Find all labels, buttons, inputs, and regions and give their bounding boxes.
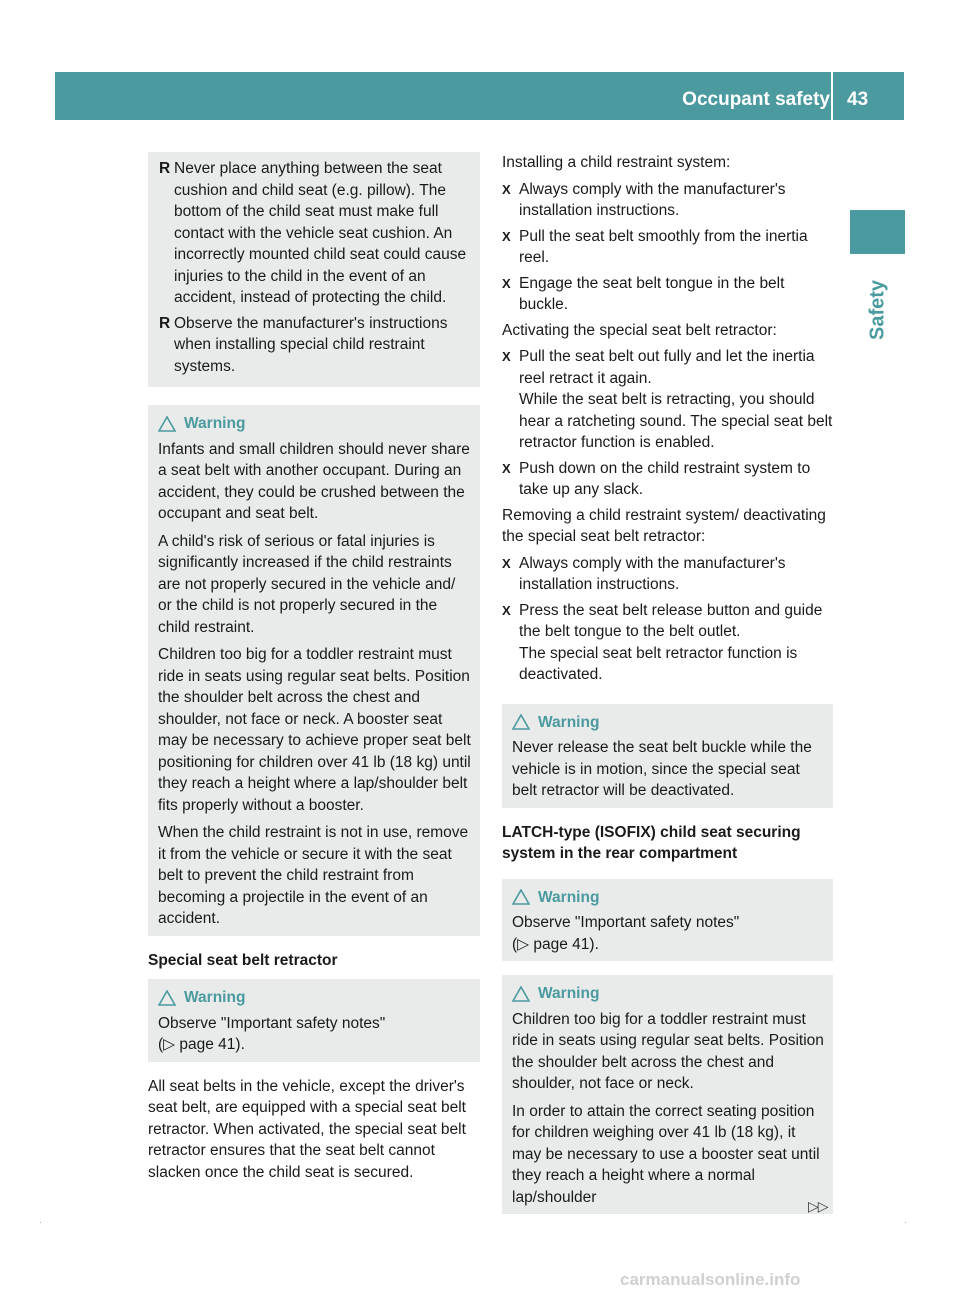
warning-heading — [158, 413, 472, 435]
step-text: Engage the seat belt tongue in the belt buckle. — [519, 274, 785, 313]
intro-text: Activating the special seat belt retractor: — [502, 321, 777, 339]
warning-paragraph: A child's risk of serious or fatal injuries is significantly increased if the child restraints are not properly secured in the vehicle and/ or the child is not properly secured in the child restraint. — [158, 532, 456, 636]
left-column — [148, 152, 480, 1189]
warning-title: Warning — [538, 888, 600, 906]
warning-triangle-icon — [158, 990, 176, 1006]
warning-box — [502, 704, 833, 808]
intro-text: Removing a child restraint system/ deactivating the special seat belt retractor: — [502, 506, 826, 545]
bullet-mark: R — [159, 314, 171, 332]
warning-title: Warning — [538, 713, 600, 731]
bullet-mark: R — [159, 160, 171, 177]
step-text: Push down on the child restraint system to take up any slack. — [519, 459, 811, 498]
step-mark: X — [502, 228, 511, 244]
step-text: Press the seat belt release button and guide the belt tongue to the belt outlet. — [519, 601, 823, 640]
crop-mark — [905, 1222, 906, 1223]
list-item — [502, 179, 833, 222]
side-tab-label: Safety — [866, 279, 889, 340]
step-mark: X — [502, 460, 511, 476]
section-title: Occupant safety — [682, 89, 830, 110]
warning-triangle-icon — [512, 986, 530, 1002]
step-mark: X — [502, 181, 511, 197]
step-mark: X — [502, 349, 511, 364]
warning-box — [502, 975, 833, 1214]
crop-mark — [40, 1222, 41, 1223]
list-item — [502, 346, 833, 454]
list-item-text: Observe the manufacturer's instructions when installing special child restraint systems. — [174, 314, 448, 375]
warning-text: Never release the seat belt buckle while the vehicle is in motion, since the special seat belt retractor will be deactivated. — [512, 739, 812, 799]
warning-box — [502, 879, 833, 962]
warning-text: Observe "Important safety notes" — [158, 1014, 386, 1032]
warning-box — [148, 405, 480, 936]
section-heading: Special seat belt retractor — [148, 951, 338, 969]
footer-watermark: carmanualsonline.info — [620, 1270, 801, 1289]
step-result: The special seat belt retractor function is deactivated. — [519, 644, 798, 683]
step-text: Pull the seat belt smoothly from the inertia reel. — [519, 227, 808, 266]
section-heading: LATCH-type (ISOFIX) child seat securing system in the rear compartment — [502, 823, 801, 862]
list-item — [502, 273, 833, 316]
warning-title: Warning — [184, 415, 246, 432]
warning-paragraph: When the child restraint is not in use, remove it from the vehicle or secure it with the seat belt to prevent the child restraint from becoming a projectile in the event of an accident. — [158, 824, 469, 927]
warning-heading — [512, 712, 825, 734]
warning-paragraph: Children too big for a toddler restraint must ride in seats using regular seat belts. Position the shoulder belt across the chest and shoulder, not face or neck. — [512, 1010, 824, 1092]
warning-title: Warning — [538, 985, 600, 1002]
step-mark: X — [502, 555, 511, 571]
warning-title: Warning — [184, 989, 246, 1006]
side-tab-marker — [850, 210, 905, 254]
notes-box — [148, 152, 480, 387]
warning-paragraph: Children too big for a toddler restraint must ride in seats using regular seat belts. Position the shoulder belt across the chest and shoulder, not face or neck. A booster seat may be necessary to achieve proper seat belt positioning for children over 41 lb (18 kg) until they reach a height where a lap/shoulder belt fits properly without a booster. — [158, 646, 471, 814]
warning-box — [148, 979, 480, 1062]
continued-arrow-icon: ▷▷ — [808, 1198, 828, 1214]
warning-paragraph: Infants and small children should never share a seat belt with another occupant. During an accident, they could be crushed between the occupant and seat belt. — [158, 440, 470, 522]
list-item — [502, 553, 833, 596]
list-item — [502, 600, 833, 686]
warning-paragraph: In order to attain the correct seating position for children weighing over 41 lb (18 kg), it may be necessary to use a booster seat until they reach a height where a normal lap/shoulder — [512, 1102, 820, 1206]
warning-heading — [158, 987, 472, 1009]
intro-text: Installing a child restraint system: — [502, 154, 731, 171]
warning-triangle-icon — [158, 416, 176, 432]
right-column — [502, 152, 833, 1228]
list-item — [158, 313, 472, 378]
warning-triangle-icon — [512, 714, 530, 730]
body-paragraph: All seat belts in the vehicle, except the driver's seat belt, are equipped with a special seat belt retractor. When activated, the special seat belt retractor ensures that the seat belt cannot slacken once the child seat is secured. — [148, 1077, 466, 1181]
page-reference: (▷ page 41). — [158, 1036, 245, 1053]
step-text: Always comply with the manufacturer's installation instructions. — [519, 180, 786, 219]
step-text: Always comply with the manufacturer's installation instructions. — [519, 554, 786, 593]
list-item — [502, 458, 833, 501]
warning-heading — [512, 983, 825, 1005]
step-mark: X — [502, 602, 511, 618]
page-reference: (▷ page 41). — [512, 935, 599, 953]
step-text: Pull the seat belt out fully and let the inertia reel retract it again. — [519, 348, 815, 387]
list-item-text: Never place anything between the seat cushion and child seat (e.g. pillow). The bottom of the child seat must make full contact with the vehicle seat cushion. An incorrectly mounted child seat could cause injuries to the child in the event of an accident, instead of protecting the child. — [174, 160, 467, 306]
page-number: 43 — [847, 89, 869, 110]
step-mark: X — [502, 275, 511, 291]
warning-heading — [512, 887, 825, 909]
list-item — [158, 158, 472, 309]
warning-triangle-icon — [512, 889, 530, 905]
step-result: While the seat belt is retracting, you should hear a ratcheting sound. The special seat belt retractor function is enabled. — [519, 391, 833, 451]
warning-text: Observe "Important safety notes" — [512, 914, 740, 931]
list-item — [502, 226, 833, 269]
